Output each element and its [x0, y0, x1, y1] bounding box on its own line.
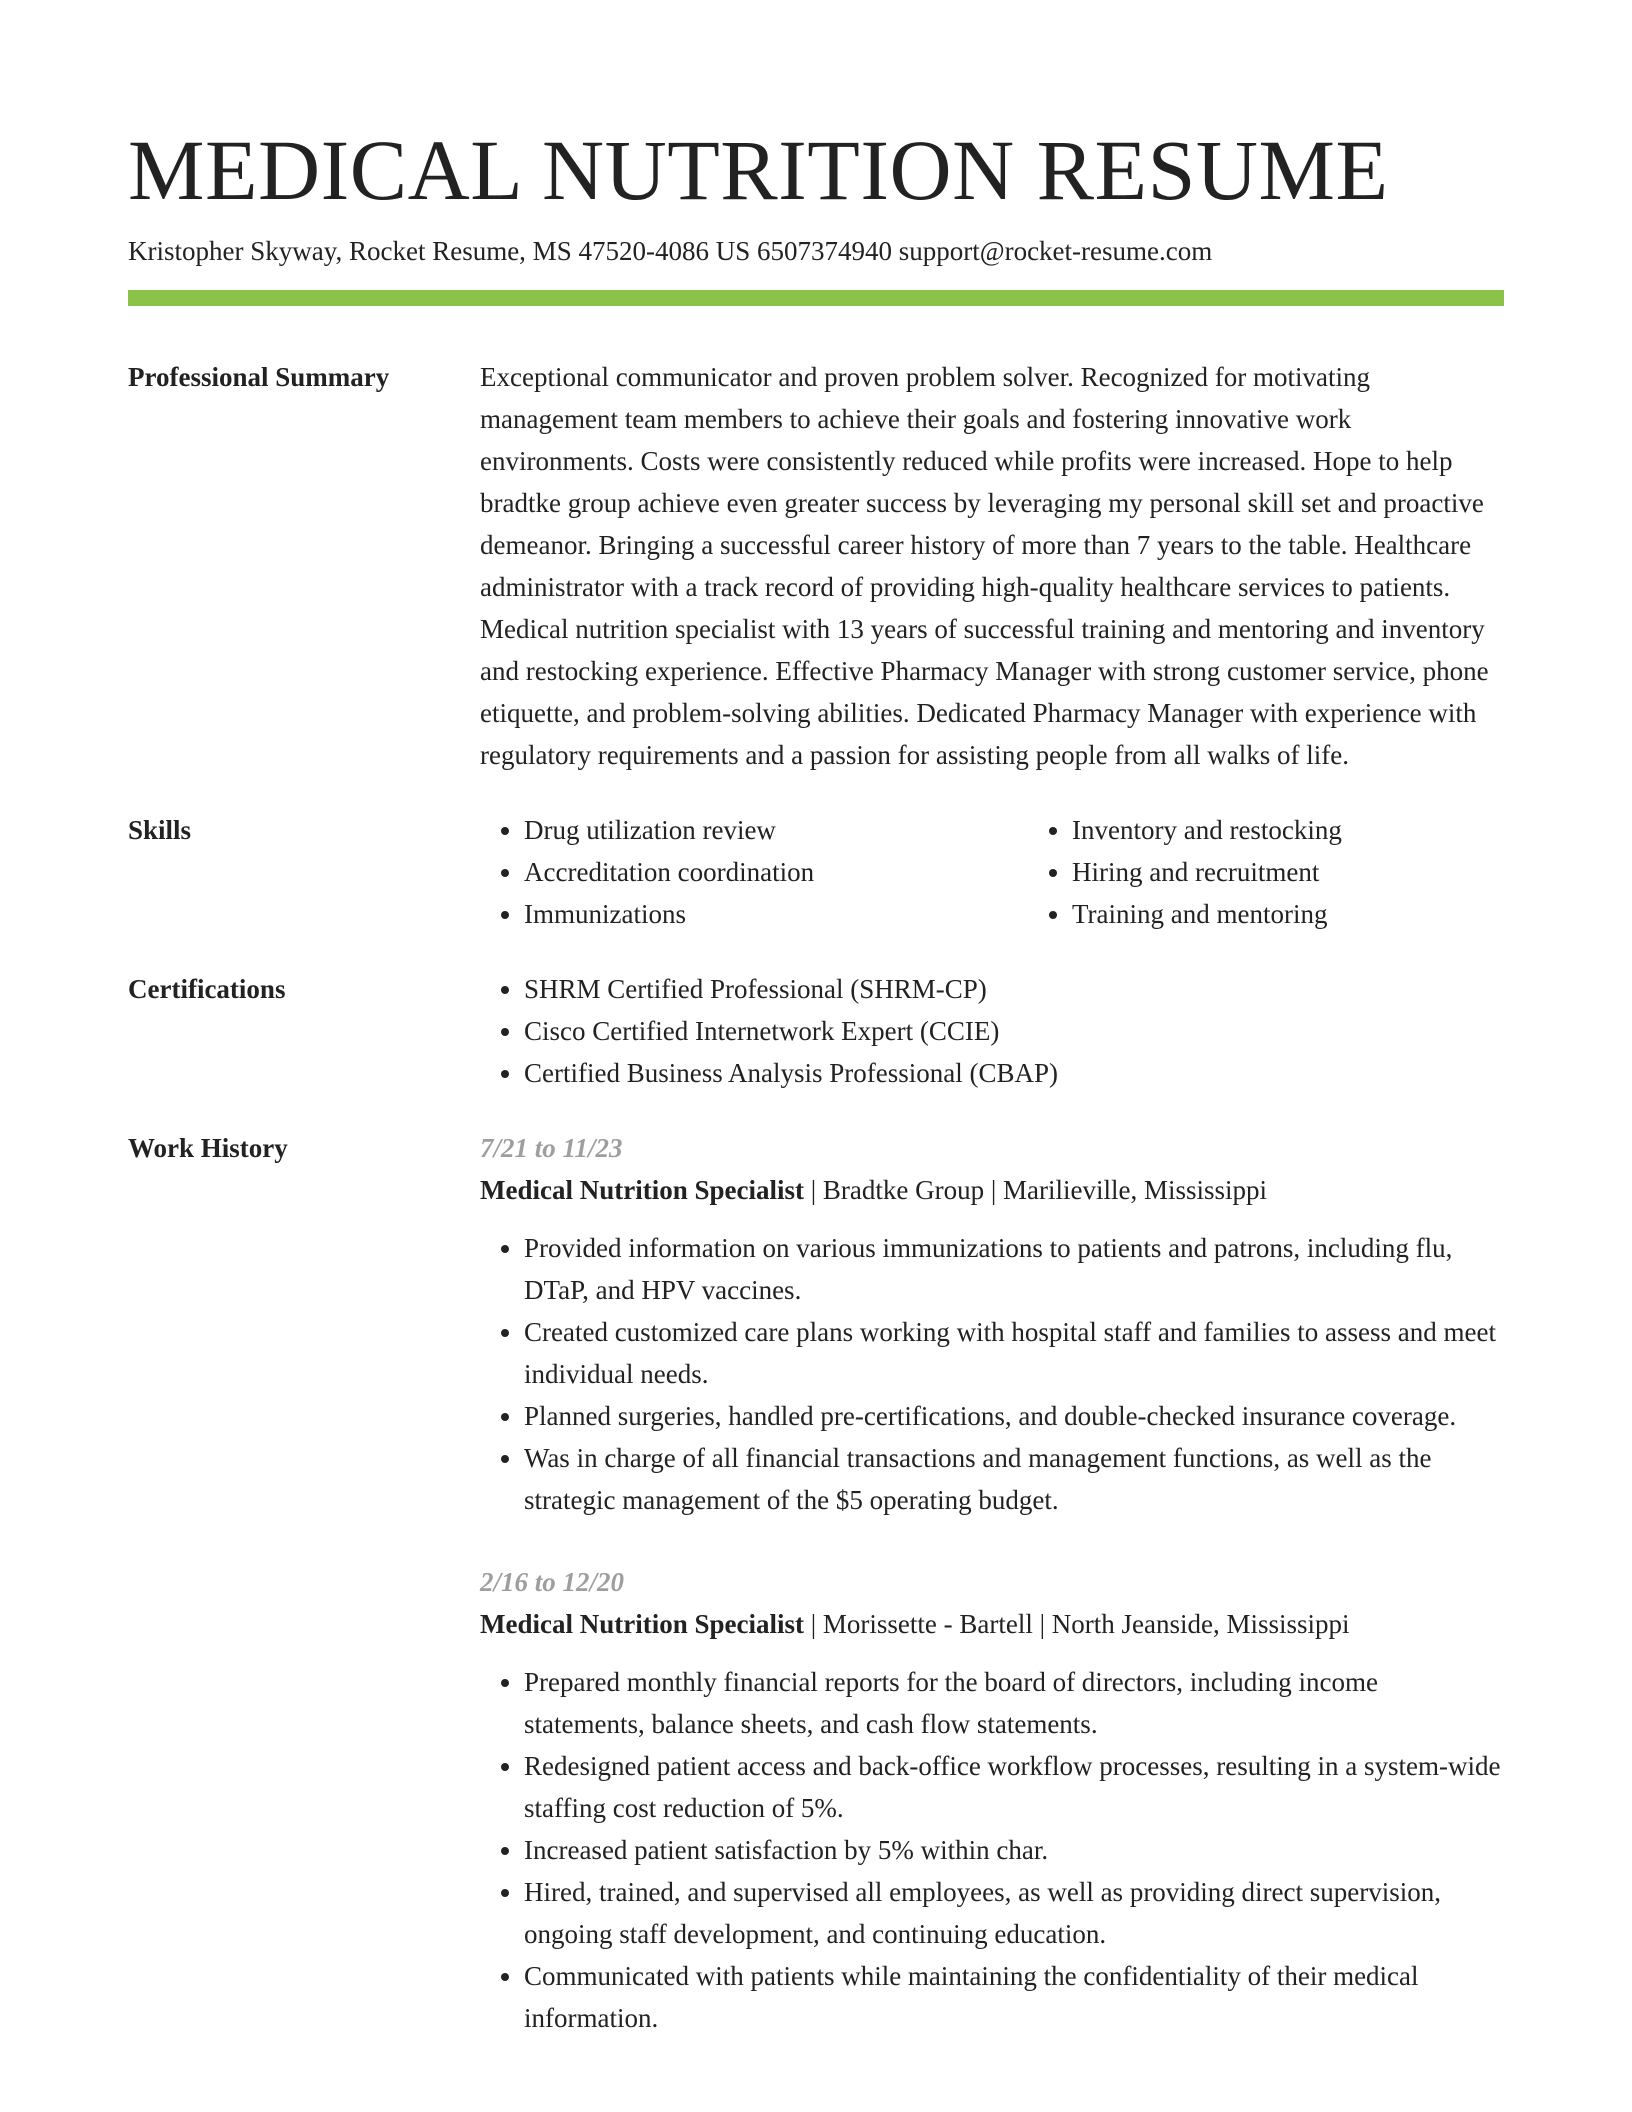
- certifications-label: Certifications: [128, 974, 286, 1004]
- summary-body: [480, 356, 1504, 776]
- resume-page: [128, 0, 1504, 2039]
- job-bullet: • Provided information on various immunizations to patients and patrons, including flu, DTaP, and HPV vaccines.: [524, 1227, 1504, 1311]
- job-bullets: [480, 1227, 1504, 1521]
- job-header: [480, 1169, 1504, 1211]
- job-bullet: • Hired, trained, and supervised all employees, as well as providing direct supervision, ongoing staff development, and continuing education.: [524, 1871, 1504, 1955]
- skills-list-left: [480, 809, 1028, 935]
- job-bullet: • Created customized care plans working with hospital staff and families to assess and meet individual needs.: [524, 1311, 1504, 1395]
- job-bullet: • Was in charge of all financial transactions and management functions, as well as the strategic management of the $5 operating budget.: [524, 1437, 1504, 1521]
- work-history-label: Work History: [128, 1133, 288, 1163]
- job-title: Medical Nutrition Specialist: [480, 1175, 804, 1205]
- work-history-section: [128, 1127, 1504, 2039]
- contact-line: Kristopher Skyway, Rocket Resume, MS 47520-4086 US 6507374940 support@rocket-resume.com: [128, 236, 1213, 266]
- summary-label: Professional Summary: [128, 362, 390, 392]
- skills-label: Skills: [128, 815, 192, 845]
- certification-item: • Cisco Certified Internetwork Expert (CCIE): [524, 1010, 1504, 1052]
- skill-item: • Inventory and restocking: [1072, 809, 1592, 851]
- job-entry: [480, 1127, 1504, 1521]
- summary-text: Exceptional communicator and proven problem solver. Recognized for motivating management team members to achieve their goals and fostering innovative work environments. Costs were consistently reduced while profits were increased. Hope to help bradtke group achieve even greater success by leveraging my personal skill set and proactive demeanor. Bringing a successful career history of more than 7 years to the table. Healthcare administrator with a track record of providing high-quality healthcare services to patients. Medical nutrition specialist with 13 years of successful training and mentoring and inventory and restocking experience. Effective Pharmacy Manager with strong customer service, phone etiquette, and problem-solving abilities. Dedicated Pharmacy Manager with experience with regulatory requirements and a passion for assisting people from all walks of life.: [480, 362, 1489, 770]
- job-dates: 7/21 to 11/23: [480, 1133, 623, 1163]
- certifications-body: [480, 968, 1504, 1094]
- skills-section: [128, 809, 1504, 935]
- job-title: Medical Nutrition Specialist: [480, 1609, 804, 1639]
- skill-item: • Training and mentoring: [1072, 893, 1592, 935]
- skill-item: • Immunizations: [524, 893, 1028, 935]
- job-entry: [480, 1561, 1504, 2039]
- job-bullet: • Planned surgeries, handled pre-certifications, and double-checked insurance coverage.: [524, 1395, 1504, 1437]
- job-header: [480, 1603, 1504, 1645]
- skill-item: • Accreditation coordination: [524, 851, 1028, 893]
- job-details: | Morissette - Bartell | North Jeanside, Mississippi: [803, 1609, 1350, 1639]
- job-bullet: • Redesigned patient access and back-office workflow processes, resulting in a system-wide staffing cost reduction of 5%.: [524, 1745, 1504, 1829]
- header-divider: [128, 290, 1504, 306]
- certifications-list: [480, 968, 1504, 1094]
- job-dates: 2/16 to 12/20: [480, 1567, 625, 1597]
- resume-title: MEDICAL NUTRITION RESUME: [128, 122, 1389, 218]
- certifications-section: [128, 968, 1504, 1094]
- job-details: | Bradtke Group | Marilieville, Mississippi: [803, 1175, 1268, 1205]
- skills-list-right: [1028, 809, 1592, 935]
- summary-section: [128, 356, 1504, 776]
- job-bullets: [480, 1661, 1504, 2039]
- job-bullet: • Increased patient satisfaction by 5% within char.: [524, 1829, 1504, 1871]
- skill-item: • Drug utilization review: [524, 809, 1028, 851]
- job-bullet: • Prepared monthly financial reports for the board of directors, including income statements, balance sheets, and cash flow statements.: [524, 1661, 1504, 1745]
- skills-grid: [480, 809, 1592, 935]
- skill-item: • Hiring and recruitment: [1072, 851, 1592, 893]
- work-history-body: [480, 1127, 1504, 2039]
- certification-item: • SHRM Certified Professional (SHRM-CP): [524, 968, 1504, 1010]
- job-bullet: • Communicated with patients while maintaining the confidentiality of their medical information.: [524, 1955, 1504, 2039]
- certification-item: • Certified Business Analysis Professional (CBAP): [524, 1052, 1504, 1094]
